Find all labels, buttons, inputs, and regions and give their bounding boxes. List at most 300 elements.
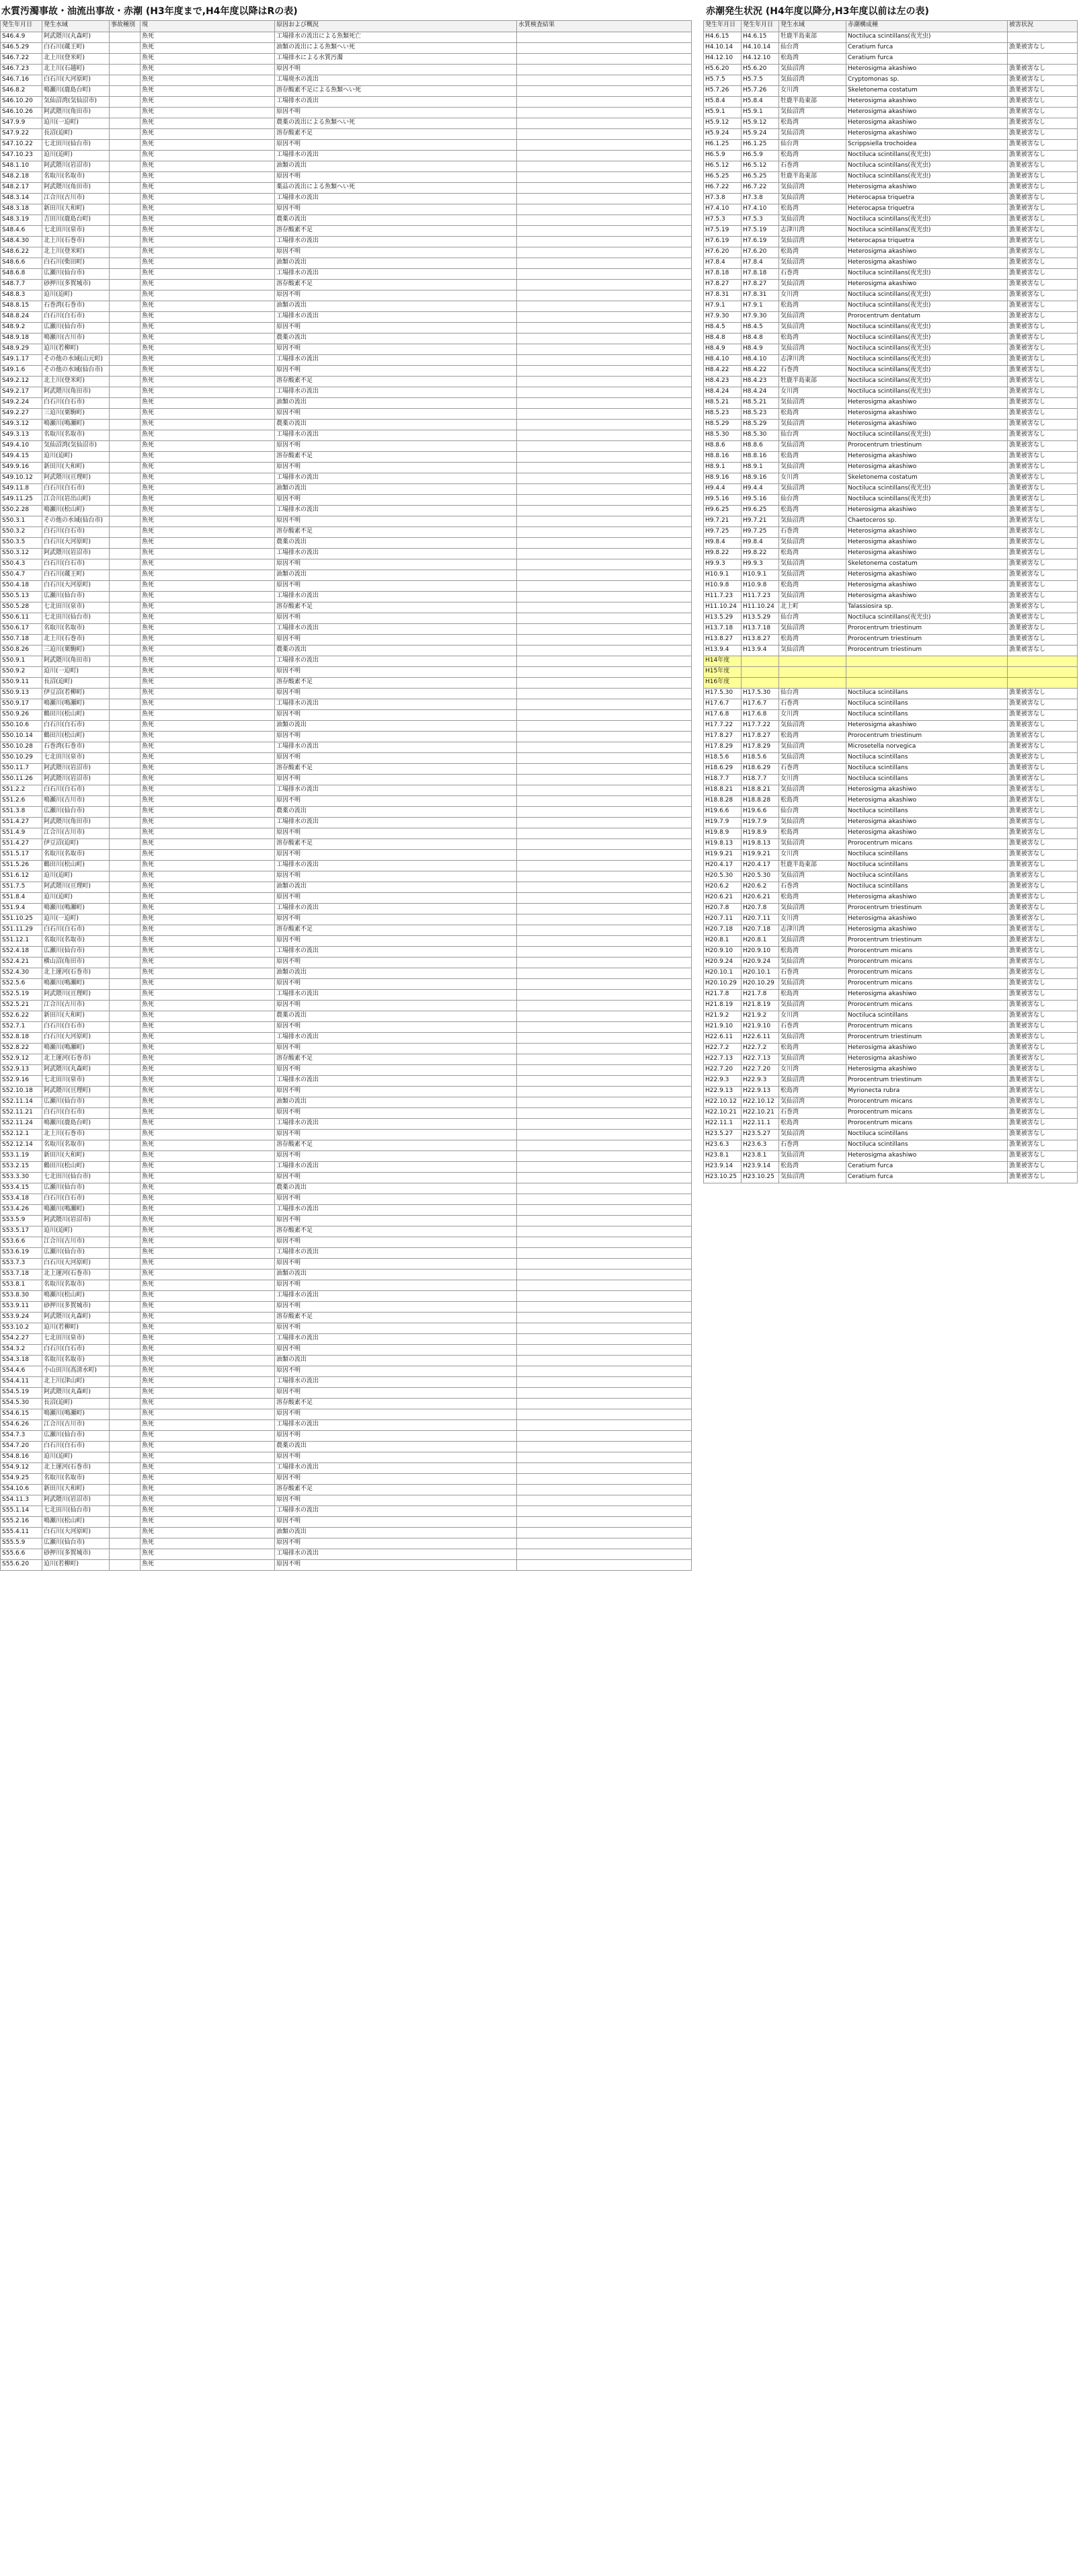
table-cell[interactable]: 新田川(大和町): [42, 463, 110, 473]
table-cell[interactable]: S48.9.29: [1, 344, 42, 355]
table-cell[interactable]: S48.8.15: [1, 301, 42, 312]
table-cell[interactable]: H18.8.28: [704, 796, 742, 807]
table-cell[interactable]: [110, 344, 141, 355]
table-cell[interactable]: 魚死: [141, 1495, 275, 1506]
table-cell[interactable]: H9.5.16: [742, 495, 779, 506]
table-cell[interactable]: 工場廃水の流出: [275, 75, 517, 86]
table-cell[interactable]: S50.8.26: [1, 646, 42, 656]
table-cell[interactable]: H19.8.13: [742, 839, 779, 850]
table-cell[interactable]: 農薬の流出: [275, 646, 517, 656]
table-cell[interactable]: [110, 538, 141, 549]
table-cell[interactable]: 魚死: [141, 1022, 275, 1033]
table-cell[interactable]: [517, 323, 692, 334]
table-cell[interactable]: H7.5.3: [742, 215, 779, 226]
table-cell[interactable]: 工場排水の流出: [275, 1291, 517, 1302]
table-cell[interactable]: H7.8.4: [704, 258, 742, 269]
table-cell[interactable]: 女川湾: [779, 710, 846, 721]
table-cell[interactable]: 迫川(迫町): [42, 290, 110, 301]
table-cell[interactable]: Heterosigma akashiwo: [846, 925, 1008, 936]
table-cell[interactable]: 魚死: [141, 1399, 275, 1409]
table-cell[interactable]: 漁業被害なし: [1008, 559, 1078, 570]
table-cell[interactable]: H17.6.8: [704, 710, 742, 721]
table-cell[interactable]: 女川湾: [779, 290, 846, 301]
table-cell[interactable]: H20.7.8: [704, 904, 742, 914]
table-cell[interactable]: 原因不明: [275, 1431, 517, 1442]
table-cell[interactable]: [110, 387, 141, 398]
table-cell[interactable]: 七北田川(泉市): [42, 1334, 110, 1345]
table-cell[interactable]: 阿武隈川(岩沼市): [42, 775, 110, 785]
table-cell[interactable]: 漁業被害なし: [1008, 796, 1078, 807]
table-cell[interactable]: 鳴瀬川(鳴瀬町): [42, 979, 110, 990]
table-cell[interactable]: [110, 1011, 141, 1022]
table-cell[interactable]: [517, 420, 692, 430]
table-cell[interactable]: [110, 1119, 141, 1130]
table-cell[interactable]: H4.6.15: [704, 32, 742, 43]
table-cell[interactable]: [110, 602, 141, 613]
table-cell[interactable]: S54.3.2: [1, 1345, 42, 1356]
table-cell[interactable]: 溶存酸素不足: [275, 1485, 517, 1495]
table-cell[interactable]: [517, 1011, 692, 1022]
table-cell[interactable]: 魚死: [141, 32, 275, 43]
table-cell[interactable]: [110, 893, 141, 904]
table-cell[interactable]: 鳴瀬川(鳴瀬町): [42, 904, 110, 914]
table-cell[interactable]: 広瀬川(仙台市): [42, 1183, 110, 1194]
table-cell[interactable]: 魚死: [141, 968, 275, 979]
table-cell[interactable]: 漁業被害なし: [1008, 1001, 1078, 1011]
table-cell[interactable]: H9.7.25: [704, 527, 742, 538]
table-cell[interactable]: 阿武隈川(丸森町): [42, 1313, 110, 1323]
table-cell[interactable]: 魚死: [141, 1409, 275, 1420]
table-cell[interactable]: 新田川(大和町): [42, 1011, 110, 1022]
table-cell[interactable]: [110, 1442, 141, 1452]
table-cell[interactable]: 江合川(岩出山町): [42, 495, 110, 506]
table-cell[interactable]: 石巻湾: [779, 882, 846, 893]
table-cell[interactable]: H8.8.16: [704, 452, 742, 463]
table-cell[interactable]: S47.10.22: [1, 140, 42, 151]
table-cell[interactable]: 魚死: [141, 602, 275, 613]
table-cell[interactable]: 工場排水の流出: [275, 151, 517, 161]
table-cell[interactable]: 魚死: [141, 1216, 275, 1226]
table-cell[interactable]: [110, 914, 141, 925]
table-cell[interactable]: 工場排水の流出: [275, 1205, 517, 1216]
table-cell[interactable]: [110, 785, 141, 796]
table-cell[interactable]: [517, 753, 692, 764]
table-cell[interactable]: Noctiluca scintillans(夜光虫): [846, 151, 1008, 161]
table-cell[interactable]: H20.7.8: [742, 904, 779, 914]
table-cell[interactable]: 漁業被害なし: [1008, 742, 1078, 753]
right-header-date[interactable]: 発生年月日: [704, 21, 742, 32]
table-cell[interactable]: Prorocentrum micans: [846, 1119, 1008, 1130]
table-cell[interactable]: [110, 1334, 141, 1345]
table-cell[interactable]: S54.9.12: [1, 1463, 42, 1474]
table-cell[interactable]: [110, 613, 141, 624]
table-cell[interactable]: 迫川(若柳町): [42, 1323, 110, 1334]
table-cell[interactable]: H17.7.22: [742, 721, 779, 732]
table-cell[interactable]: 漁業被害なし: [1008, 1033, 1078, 1044]
table-cell[interactable]: 魚死: [141, 871, 275, 882]
table-cell[interactable]: 漁業被害なし: [1008, 344, 1078, 355]
table-cell[interactable]: [517, 516, 692, 527]
table-cell[interactable]: [517, 387, 692, 398]
table-cell[interactable]: S49.11.8: [1, 484, 42, 495]
table-cell[interactable]: 北上運河(石巻市): [42, 1463, 110, 1474]
table-cell[interactable]: H18.7.7: [742, 775, 779, 785]
table-cell[interactable]: 農薬の流出による魚類へい死: [275, 118, 517, 129]
table-cell[interactable]: 溶存酸素不足: [275, 839, 517, 850]
table-cell[interactable]: [110, 1313, 141, 1323]
table-cell[interactable]: [846, 678, 1008, 689]
table-cell[interactable]: 仙台湾: [779, 613, 846, 624]
table-cell[interactable]: [110, 721, 141, 732]
table-cell[interactable]: 魚死: [141, 732, 275, 742]
table-cell[interactable]: H22.10.21: [704, 1108, 742, 1119]
table-cell[interactable]: [517, 484, 692, 495]
table-cell[interactable]: 新田川(大和町): [42, 1485, 110, 1495]
table-cell[interactable]: 魚死: [141, 1033, 275, 1044]
table-cell[interactable]: 鳴瀬川(松山町): [42, 1291, 110, 1302]
table-cell[interactable]: 魚死: [141, 1011, 275, 1022]
table-cell[interactable]: H22.9.3: [704, 1076, 742, 1087]
table-cell[interactable]: S55.1.14: [1, 1506, 42, 1517]
table-cell[interactable]: [517, 140, 692, 151]
table-cell[interactable]: Heterosigma akashiwo: [846, 108, 1008, 118]
table-cell[interactable]: Heterosigma akashiwo: [846, 247, 1008, 258]
table-cell[interactable]: S54.5.19: [1, 1388, 42, 1399]
table-cell[interactable]: H20.6.2: [704, 882, 742, 893]
table-cell[interactable]: 北上運河(石巻市): [42, 1054, 110, 1065]
table-cell[interactable]: [110, 925, 141, 936]
table-cell[interactable]: [517, 108, 692, 118]
table-cell[interactable]: 志津川湾: [779, 355, 846, 366]
table-cell[interactable]: 気仙沼湾: [779, 785, 846, 796]
table-cell[interactable]: S50.6.11: [1, 613, 42, 624]
table-cell[interactable]: [517, 602, 692, 613]
table-cell[interactable]: その他の水域(仙台市): [42, 516, 110, 527]
table-cell[interactable]: Prorocentrum triestinum: [846, 732, 1008, 742]
table-cell[interactable]: 油類の流出: [275, 968, 517, 979]
table-cell[interactable]: H5.7.5: [704, 75, 742, 86]
table-cell[interactable]: [517, 1506, 692, 1517]
table-cell[interactable]: 魚死: [141, 1001, 275, 1011]
table-cell[interactable]: 石巻湾(石巻市): [42, 742, 110, 753]
table-cell[interactable]: 工場排水の流出: [275, 1162, 517, 1173]
table-cell[interactable]: [517, 1183, 692, 1194]
table-cell[interactable]: H6.5.12: [742, 161, 779, 172]
table-cell[interactable]: 原因不明: [275, 1237, 517, 1248]
table-cell[interactable]: 魚死: [141, 1259, 275, 1270]
table-cell[interactable]: 原因不明: [275, 409, 517, 420]
table-cell[interactable]: 鳴瀬川(鹿島台町): [42, 1119, 110, 1130]
table-cell[interactable]: [110, 473, 141, 484]
table-cell[interactable]: 漁業被害なし: [1008, 958, 1078, 968]
table-cell[interactable]: 迫川(一迫町): [42, 118, 110, 129]
table-cell[interactable]: 魚死: [141, 430, 275, 441]
table-cell[interactable]: 漁業被害なし: [1008, 129, 1078, 140]
table-cell[interactable]: 広瀬川(仙台市): [42, 807, 110, 818]
table-cell[interactable]: [517, 409, 692, 420]
table-cell[interactable]: S47.9.22: [1, 129, 42, 140]
table-cell[interactable]: [110, 710, 141, 721]
table-cell[interactable]: 漁業被害なし: [1008, 430, 1078, 441]
table-cell[interactable]: H4.12.10: [704, 54, 742, 65]
table-cell[interactable]: 漁業被害なし: [1008, 43, 1078, 54]
table-cell[interactable]: 魚死: [141, 1366, 275, 1377]
table-cell[interactable]: [517, 1549, 692, 1560]
table-cell[interactable]: 石巻湾: [779, 269, 846, 280]
table-cell[interactable]: 漁業被害なし: [1008, 764, 1078, 775]
table-cell[interactable]: [110, 1366, 141, 1377]
table-cell[interactable]: 油類の流出: [275, 882, 517, 893]
table-cell[interactable]: 魚死: [141, 646, 275, 656]
table-cell[interactable]: Heterocapsa triquetra: [846, 237, 1008, 247]
table-cell[interactable]: 魚死: [141, 323, 275, 334]
table-cell[interactable]: Noctiluca scintillans(夜光虫): [846, 215, 1008, 226]
table-cell[interactable]: S48.6.6: [1, 258, 42, 269]
table-cell[interactable]: 溶存酸素不足: [275, 1313, 517, 1323]
table-cell[interactable]: 魚死: [141, 624, 275, 635]
table-cell[interactable]: [1008, 678, 1078, 689]
table-cell[interactable]: [517, 861, 692, 871]
table-cell[interactable]: Heterosigma akashiwo: [846, 118, 1008, 129]
table-cell[interactable]: 漁業被害なし: [1008, 86, 1078, 97]
table-cell[interactable]: [110, 936, 141, 947]
table-cell[interactable]: 松島湾: [779, 796, 846, 807]
table-cell[interactable]: Heterosigma akashiwo: [846, 721, 1008, 732]
table-cell[interactable]: 阿武隈川(角田市): [42, 108, 110, 118]
table-cell[interactable]: 女川湾: [779, 1065, 846, 1076]
table-cell[interactable]: 気仙沼湾: [779, 65, 846, 75]
table-cell[interactable]: 工場排水の流出: [275, 785, 517, 796]
table-cell[interactable]: 白石川(大河原町): [42, 1259, 110, 1270]
table-cell[interactable]: [517, 1409, 692, 1420]
table-cell[interactable]: S53.6.6: [1, 1237, 42, 1248]
table-cell[interactable]: 白石川(大河原町): [42, 1528, 110, 1538]
table-cell[interactable]: [517, 904, 692, 914]
table-cell[interactable]: 溶存酸素不足: [275, 1140, 517, 1151]
table-cell[interactable]: Heterosigma akashiwo: [846, 527, 1008, 538]
table-cell[interactable]: [517, 581, 692, 592]
table-cell[interactable]: [110, 118, 141, 129]
table-cell[interactable]: 魚死: [141, 1538, 275, 1549]
table-cell[interactable]: 溶存酸素不足: [275, 280, 517, 290]
table-cell[interactable]: S48.6.22: [1, 247, 42, 258]
table-cell[interactable]: [517, 1313, 692, 1323]
table-cell[interactable]: H8.4.10: [742, 355, 779, 366]
table-cell[interactable]: [110, 247, 141, 258]
table-cell[interactable]: H13.9.4: [704, 646, 742, 656]
table-cell[interactable]: S51.8.4: [1, 893, 42, 904]
table-cell[interactable]: 松島湾: [779, 301, 846, 312]
table-cell[interactable]: [517, 65, 692, 75]
table-cell[interactable]: 魚死: [141, 1237, 275, 1248]
table-cell[interactable]: Scrippsiella trochoidea: [846, 140, 1008, 151]
table-cell[interactable]: 魚死: [141, 1356, 275, 1366]
table-cell[interactable]: [517, 1270, 692, 1280]
table-cell[interactable]: 漁業被害なし: [1008, 1054, 1078, 1065]
table-cell[interactable]: H7.8.27: [742, 280, 779, 290]
table-cell[interactable]: 原因不明: [275, 1130, 517, 1140]
table-cell[interactable]: [517, 549, 692, 559]
table-cell[interactable]: H19.8.9: [704, 828, 742, 839]
table-cell[interactable]: 原因不明: [275, 710, 517, 721]
table-cell[interactable]: 気仙沼湾: [779, 1001, 846, 1011]
table-cell[interactable]: 魚死: [141, 1560, 275, 1571]
table-cell[interactable]: Noctiluca scintillans(夜光虫): [846, 301, 1008, 312]
table-cell[interactable]: 漁業被害なし: [1008, 237, 1078, 247]
table-cell[interactable]: 魚死: [141, 785, 275, 796]
table-cell[interactable]: 迫川(迫町): [42, 893, 110, 904]
table-cell[interactable]: H18.6.29: [742, 764, 779, 775]
table-cell[interactable]: 魚死: [141, 549, 275, 559]
table-cell[interactable]: [517, 1044, 692, 1054]
table-cell[interactable]: 気仙沼湾: [779, 936, 846, 947]
table-cell[interactable]: H15年度: [704, 667, 742, 678]
table-cell[interactable]: 漁業被害なし: [1008, 247, 1078, 258]
table-cell[interactable]: H19.8.13: [704, 839, 742, 850]
table-cell[interactable]: [110, 506, 141, 516]
table-cell[interactable]: [110, 1345, 141, 1356]
table-cell[interactable]: S51.12.1: [1, 936, 42, 947]
table-cell[interactable]: [110, 495, 141, 506]
table-cell[interactable]: 気仙沼湾: [779, 570, 846, 581]
table-cell[interactable]: [110, 1205, 141, 1216]
table-cell[interactable]: Prorocentrum micans: [846, 1001, 1008, 1011]
table-cell[interactable]: S49.2.12: [1, 377, 42, 387]
table-cell[interactable]: H19.8.9: [742, 828, 779, 839]
table-cell[interactable]: H17.8.29: [742, 742, 779, 753]
table-cell[interactable]: 原因不明: [275, 753, 517, 764]
table-cell[interactable]: 油類の流出: [275, 1356, 517, 1366]
table-cell[interactable]: 漁業被害なし: [1008, 495, 1078, 506]
table-cell[interactable]: [110, 258, 141, 269]
table-cell[interactable]: S54.7.20: [1, 1442, 42, 1452]
table-cell[interactable]: 気仙沼湾: [779, 721, 846, 732]
table-cell[interactable]: [517, 807, 692, 818]
table-cell[interactable]: 漁業被害なし: [1008, 1173, 1078, 1183]
table-cell[interactable]: Noctiluca scintillans: [846, 850, 1008, 861]
table-cell[interactable]: 工場排水の流出: [275, 387, 517, 398]
table-cell[interactable]: S51.3.8: [1, 807, 42, 818]
table-cell[interactable]: S52.7.1: [1, 1022, 42, 1033]
table-cell[interactable]: Ceratium furca: [846, 43, 1008, 54]
table-cell[interactable]: [517, 678, 692, 689]
table-cell[interactable]: 魚死: [141, 1377, 275, 1388]
table-cell[interactable]: 原因不明: [275, 290, 517, 301]
table-cell[interactable]: H8.4.23: [742, 377, 779, 387]
table-cell[interactable]: 原因不明: [275, 850, 517, 861]
table-cell[interactable]: H11.7.23: [742, 592, 779, 602]
table-cell[interactable]: Heterosigma akashiwo: [846, 538, 1008, 549]
table-cell[interactable]: [110, 527, 141, 538]
table-cell[interactable]: 工場排水の流出: [275, 1033, 517, 1044]
table-cell[interactable]: [779, 656, 846, 667]
table-cell[interactable]: H8.9.1: [704, 463, 742, 473]
table-cell[interactable]: 横山沼(角田市): [42, 958, 110, 968]
table-cell[interactable]: [110, 1162, 141, 1173]
table-cell[interactable]: 原因不明: [275, 65, 517, 75]
table-cell[interactable]: S55.2.16: [1, 1517, 42, 1528]
table-cell[interactable]: [517, 1151, 692, 1162]
table-cell[interactable]: S48.4.6: [1, 226, 42, 237]
table-cell[interactable]: H8.5.21: [704, 398, 742, 409]
table-cell[interactable]: Prorocentrum micans: [846, 1108, 1008, 1119]
table-cell[interactable]: 鳴瀬川(鳴瀬町): [42, 1409, 110, 1420]
table-cell[interactable]: 魚死: [141, 280, 275, 290]
table-cell[interactable]: 石巻湾: [779, 699, 846, 710]
table-cell[interactable]: [517, 646, 692, 656]
left-header-water-area[interactable]: 発生水域: [42, 21, 110, 32]
table-cell[interactable]: [517, 796, 692, 807]
table-cell[interactable]: 阿武隈川(角田市): [42, 183, 110, 194]
table-cell[interactable]: H22.9.3: [742, 1076, 779, 1087]
table-cell[interactable]: 魚死: [141, 301, 275, 312]
table-cell[interactable]: [517, 129, 692, 140]
table-cell[interactable]: Heterosigma akashiwo: [846, 1044, 1008, 1054]
table-cell[interactable]: [110, 581, 141, 592]
table-cell[interactable]: 阿武隈川(角田市): [42, 656, 110, 667]
table-cell[interactable]: S50.10.6: [1, 721, 42, 732]
table-cell[interactable]: H8.4.22: [742, 366, 779, 377]
table-cell[interactable]: 魚死: [141, 753, 275, 764]
left-header-water-test[interactable]: 水質検査結果: [517, 21, 692, 32]
table-cell[interactable]: 魚死: [141, 1076, 275, 1087]
table-cell[interactable]: [517, 1054, 692, 1065]
table-cell[interactable]: 魚死: [141, 1420, 275, 1431]
table-cell[interactable]: 松島湾: [779, 452, 846, 463]
table-cell[interactable]: H6.5.9: [704, 151, 742, 161]
table-cell[interactable]: H10.9.8: [704, 581, 742, 592]
right-header-damage[interactable]: 被害状況: [1008, 21, 1078, 32]
table-cell[interactable]: 漁業被害なし: [1008, 807, 1078, 818]
table-cell[interactable]: 白石川(蔵王町): [42, 43, 110, 54]
table-cell[interactable]: その他の水域(仙台市): [42, 366, 110, 377]
table-cell[interactable]: [110, 689, 141, 699]
table-cell[interactable]: H22.10.12: [742, 1097, 779, 1108]
table-cell[interactable]: [517, 1162, 692, 1173]
table-cell[interactable]: H9.7.25: [742, 527, 779, 538]
table-cell[interactable]: 石巻湾(石巻市): [42, 301, 110, 312]
table-cell[interactable]: [517, 75, 692, 86]
table-cell[interactable]: 魚死: [141, 861, 275, 871]
table-cell[interactable]: [742, 656, 779, 667]
table-cell[interactable]: 広瀬川(仙台市): [42, 1431, 110, 1442]
table-cell[interactable]: [517, 43, 692, 54]
table-cell[interactable]: [517, 204, 692, 215]
table-cell[interactable]: 牡鹿半島東部: [779, 97, 846, 108]
table-cell[interactable]: 魚死: [141, 172, 275, 183]
table-cell[interactable]: S53.4.26: [1, 1205, 42, 1216]
table-cell[interactable]: Noctiluca scintillans(夜光虫): [846, 226, 1008, 237]
table-cell[interactable]: 魚死: [141, 1463, 275, 1474]
table-cell[interactable]: S53.10.2: [1, 1323, 42, 1334]
table-cell[interactable]: [110, 183, 141, 194]
table-cell[interactable]: 名取川(名取市): [42, 1474, 110, 1485]
table-cell[interactable]: H22.11.1: [704, 1119, 742, 1130]
table-cell[interactable]: Noctiluca scintillans(夜光虫): [846, 269, 1008, 280]
table-cell[interactable]: 漁業被害なし: [1008, 1097, 1078, 1108]
table-cell[interactable]: S49.2.24: [1, 398, 42, 409]
table-cell[interactable]: Microsetella norvegica: [846, 742, 1008, 753]
table-cell[interactable]: 漁業被害なし: [1008, 377, 1078, 387]
table-cell[interactable]: S48.9.18: [1, 334, 42, 344]
table-cell[interactable]: 原因不明: [275, 796, 517, 807]
table-cell[interactable]: S48.7.7: [1, 280, 42, 290]
table-cell[interactable]: Heterosigma akashiwo: [846, 592, 1008, 602]
table-cell[interactable]: [517, 527, 692, 538]
table-cell[interactable]: [517, 882, 692, 893]
table-cell[interactable]: [517, 979, 692, 990]
table-cell[interactable]: [517, 452, 692, 463]
